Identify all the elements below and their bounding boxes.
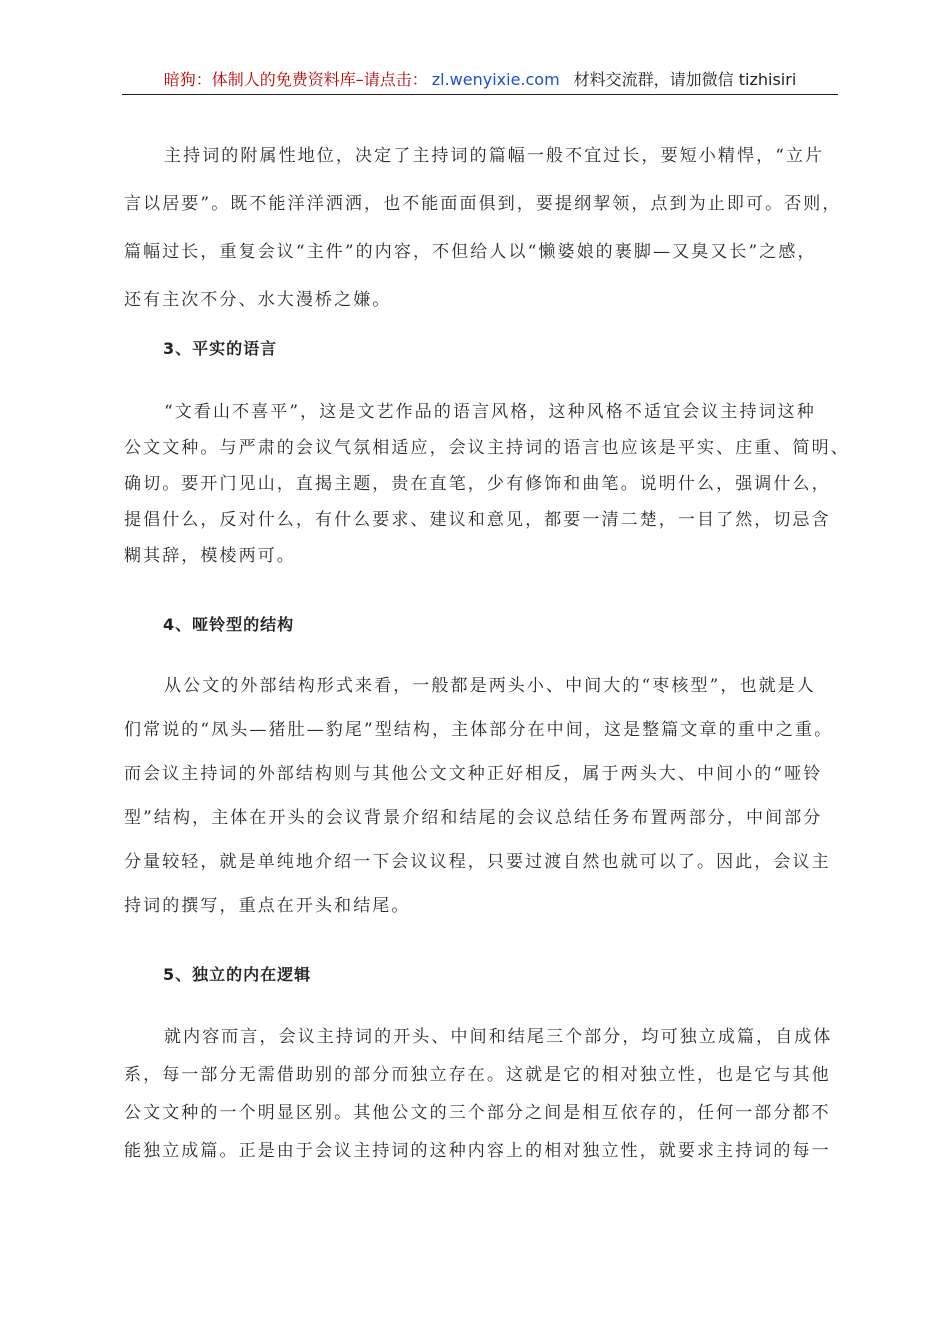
paragraph-line: 公文文种的一个明显区别。其他公文的三个部分之间是相互依存的，任何一部分都不 <box>124 1103 831 1123</box>
paragraph-line: 言以居要”。既不能洋洋洒洒，也不能面面俱到，要提纲挈领，点到为止即可。否则， <box>124 194 842 214</box>
paragraph-2 <box>124 394 850 574</box>
paragraph-line: 篇幅过长，重复会议“主件”的内容，不但给人以“懒婆娘的裹脚—又臭又长”之感， <box>124 242 817 262</box>
paragraph-line: 公文文种。与严肃的会议气氛相适应，会议主持词的语言也应该是平实、庄重、简明、 <box>124 438 850 458</box>
section-heading-4: 4、哑铃型的结构 <box>163 615 295 634</box>
paragraph-line: 而会议主持词的外部结构则与其他公文文种正好相反，属于两头大、中间小的“哑铃 <box>124 764 823 784</box>
paragraph-line: 系，每一部分无需借助别的部分而独立存在。这就是它的相对独立性，也是它与其他 <box>124 1065 831 1085</box>
paragraph-line: “文看山不喜平”，这是文艺作品的语言风格，这种风格不适宜会议主持词这种 <box>164 402 816 422</box>
header-separator: –请点击： <box>355 70 428 89</box>
paragraph-line: 能独立成篇。正是由于会议主持词的这种内容上的相对独立性，就要求主持词的每一 <box>124 1141 831 1161</box>
paragraph-line: 就内容而言，会议主持词的开头、中间和结尾三个部分，均可独立成篇，自成体 <box>164 1027 833 1047</box>
header-contact: 材料交流群，请加微信 tizhisiri <box>573 70 797 89</box>
section-heading-3: 3、平实的语言 <box>163 339 278 358</box>
paragraph-line: 从公文的外部结构形式来看，一般都是两头小、中间大的“枣核型”，也就是人 <box>164 676 816 696</box>
paragraph-line: 确切。要开门见山，直揭主题，贵在直笔，少有修饰和曲笔。说明什么，强调什么， <box>124 474 831 494</box>
paragraph-line: 型”结构，主体在开头的会议背景介绍和结尾的会议总结任务布置两部分，中间部分 <box>124 808 823 828</box>
header-link[interactable]: zl.wenyixie.com <box>431 70 560 89</box>
section-heading-5: 5、独立的内在逻辑 <box>163 965 312 984</box>
header-brand: 暗狗：体制人的免费资料库 <box>163 70 356 89</box>
paragraph-line: 还有主次不分、水大漫桥之嫌。 <box>124 290 392 310</box>
paragraph-line: 们常说的“凤头—猪肚—豹尾”型结构，主体部分在中间，这是整篇文章的重中之重。 <box>124 720 834 740</box>
paragraph-4 <box>124 1018 844 1170</box>
paragraph-line: 持词的撰写，重点在开头和结尾。 <box>124 896 411 916</box>
paragraph-line: 主持词的附属性地位，决定了主持词的篇幅一般不宜过长，要短小精悍，“立片 <box>164 146 825 166</box>
paragraph-3 <box>124 664 844 928</box>
paragraph-line: 提倡什么，反对什么，有什么要求、建议和意见，都要一清二楚，一目了然，切忌含 <box>124 510 831 530</box>
paragraph-line: 分量较轻，就是单纯地介绍一下会议议程，只要过渡自然也就可以了。因此，会议主 <box>124 852 831 872</box>
page-header <box>122 68 838 95</box>
paragraph-line: 糊其辞，模棱两可。 <box>124 546 296 566</box>
paragraph-1 <box>124 132 844 324</box>
